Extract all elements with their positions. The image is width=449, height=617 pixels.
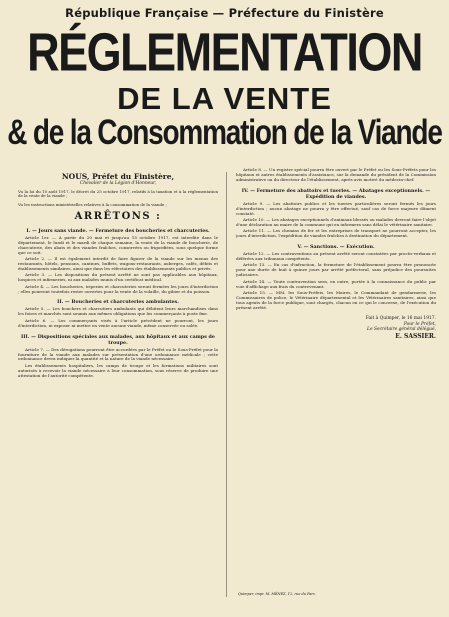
article-paragraph: Article 5. — Les bouchers et charcutiers ambulants qui débitent leurs marchandises dans les foires et marchés sont soumis aux mêmes obligations que les commerçants à poste fixe. — [18, 306, 218, 317]
article-paragraph: Article 10. — Les abatages exceptionnels d'animaux blessés ou malades devront faire l'objet d'une déclaration au maire de la commune qui en informera sans délai le vétérinaire sanitaire. — [236, 216, 436, 227]
right-column — [236, 168, 436, 606]
preamble-1: Vu la loi du 10 août 1917, le décret du 25 octobre 1917, relatifs à la taxation et à la réglementation de la vente de la viande ; — [18, 188, 218, 198]
preamble-2: Vu les instructions ministérielles relatives à la consommation de la viande ; — [18, 201, 167, 207]
article-paragraph: Article 12. — Les contraventions au présent arrêté seront constatées par procès-verbaux et déférées aux tribunaux compétents. — [236, 251, 436, 261]
article-paragraph: Article 1er. — A partir du 20 mai et jusqu'au 15 octobre 1917, est interdite dans le département, le lundi et le mardi de chaque semaine, la vente de la viande de boucherie, de charcuterie, des abats et des viandes fraîches, conservées ou frigorifiées, sous quelque forme que ce soit. — [18, 235, 218, 255]
article-paragraph: Article 11. — Les chemins de fer et les entreprises de transport ne pourront accepter, les jours d'interdiction, l'expédition de viandes fraîches à destination du département. — [236, 228, 436, 239]
article-paragraph: Article 7. — Des dérogations pourront être accordées par le Préfet ou le Sous-Préfet pour la fourniture de la viande aux malades sur présentation d'une ordonnance médicale ; cette ordonnance devra indiquer la quantité et la nature de la viande nécessaire. — [18, 346, 218, 362]
prefet-heading: NOUS, Préfet du Finistère, — [61, 172, 175, 181]
article-paragraph: Article 13. — En cas d'infraction, la fermeture de l'établissement pourra être prononcée pour une durée de huit à quinze jours par arrêté préfectoral, sans préjudice des poursuites judiciaires. — [236, 262, 436, 278]
signature-name: E. SASSIER. — [395, 332, 436, 340]
section-title: IV. — Fermeture des abattoirs et tueries. — Abatages exceptionnels. — Expédition de viandes. — [241, 187, 431, 200]
article-paragraph: Les établissements hospitaliers, les camps de troupe et les formations militaires sont autorisés à recevoir la viande nécessaire à leur consommation, sous réserve de produire une attestation de l'autorité compétente. — [18, 362, 218, 378]
article-paragraph: Article 9. — Les abattoirs publics et les tueries particulières seront fermés les jours d'interdiction ; aucun abatage ne pourra y être effectué, sauf cas de force majeure dûment constaté. — [236, 200, 436, 216]
article-paragraph: Article 3. — Les dispositions du présent arrêté ne sont pas applicables aux hôpitaux, hospices et infirmeries, ni aux malades munis d'un certificat médical. — [18, 272, 218, 283]
left-column — [18, 168, 218, 606]
prefet-subheading: Chevalier de la Légion d'Honneur, — [79, 181, 157, 186]
header-top-line: République Française — Préfecture du Finistère — [65, 6, 384, 20]
section-title: II. — Boucheries et charcuteries ambulantes. — [57, 299, 179, 306]
article-paragraph: Article 4. — Les boucheries, triperies et charcuteries seront fermées les jours d'interdiction ; elles pourront toutefois rester ouvertes pour la vente de la volaille, du gibier et du poisson. — [18, 283, 218, 294]
title-line-3: & de la Consommation de la Viande — [7, 112, 442, 152]
section-title: III. — Dispositions spéciales aux malades, aux hôpitaux et aux camps de troupe. — [21, 333, 215, 346]
title-line-2: DE LA VENTE — [117, 81, 332, 116]
title-line-1: RÉGLEMENTATION — [27, 21, 422, 83]
signature-for-prefet: Pour le Préfet, — [403, 321, 436, 327]
signature-place-date: Fait à Quimper, le 16 mai 1917. — [365, 315, 436, 321]
section-title: V. — Sanctions. — Exécution. — [297, 244, 375, 251]
section-title: I. — Jours sans viande. — Fermeture des boucheries et charcuteries. — [26, 228, 210, 234]
article-paragraph: Article 14. — Toute contravention sera, en outre, portée à la connaissance du public par voie d'affichage aux frais du contrevenant. — [236, 278, 436, 289]
printer-line: Quimper, impr. M. MÉNEZ, 12, rue du Parc. — [238, 592, 317, 596]
arretons-heading: ARRÊTONS : — [74, 211, 162, 222]
signature-role: Le Secrétaire général délégué, — [367, 327, 436, 333]
article-paragraph: Article 2. — Il est également interdit de faire figurer de la viande sur les menus des restaurants, hôtels, pensions, cantines, buffets, wagons-restaurants, auberges, cafés, débits et établissements similaires, ainsi que dans les réfectoires des établissements publics et privés. — [18, 256, 218, 271]
article-paragraph: Article 6. — Les commerçants visés à l'article précédent ne pourront, les jours d'interdiction, ni exposer ni mettre en vente aucune viande, même conservée ou salée. — [18, 317, 218, 328]
article-paragraph: Article 8. — Un registre spécial pourra être ouvert par le Préfet ou les Sous-Préfets pour les hôpitaux et autres établissements d'assistance, sur la demande du président de la Commission administrative ou du directeur de l'établissement, après avis motivé du médecin-chef. — [236, 168, 436, 182]
column-divider — [226, 172, 227, 597]
article-paragraph: Article 15. — MM. les Sous-Préfets, les Maires, le Commandant de gendarmerie, les Commissaires de police, le Vétérinaire départemental et les Vétérinaires sanitaires, ainsi que tous agents de la force publique, sont chargés, chacun en ce qui le concerne, de l'exécution du présent arrêté. — [236, 289, 436, 310]
